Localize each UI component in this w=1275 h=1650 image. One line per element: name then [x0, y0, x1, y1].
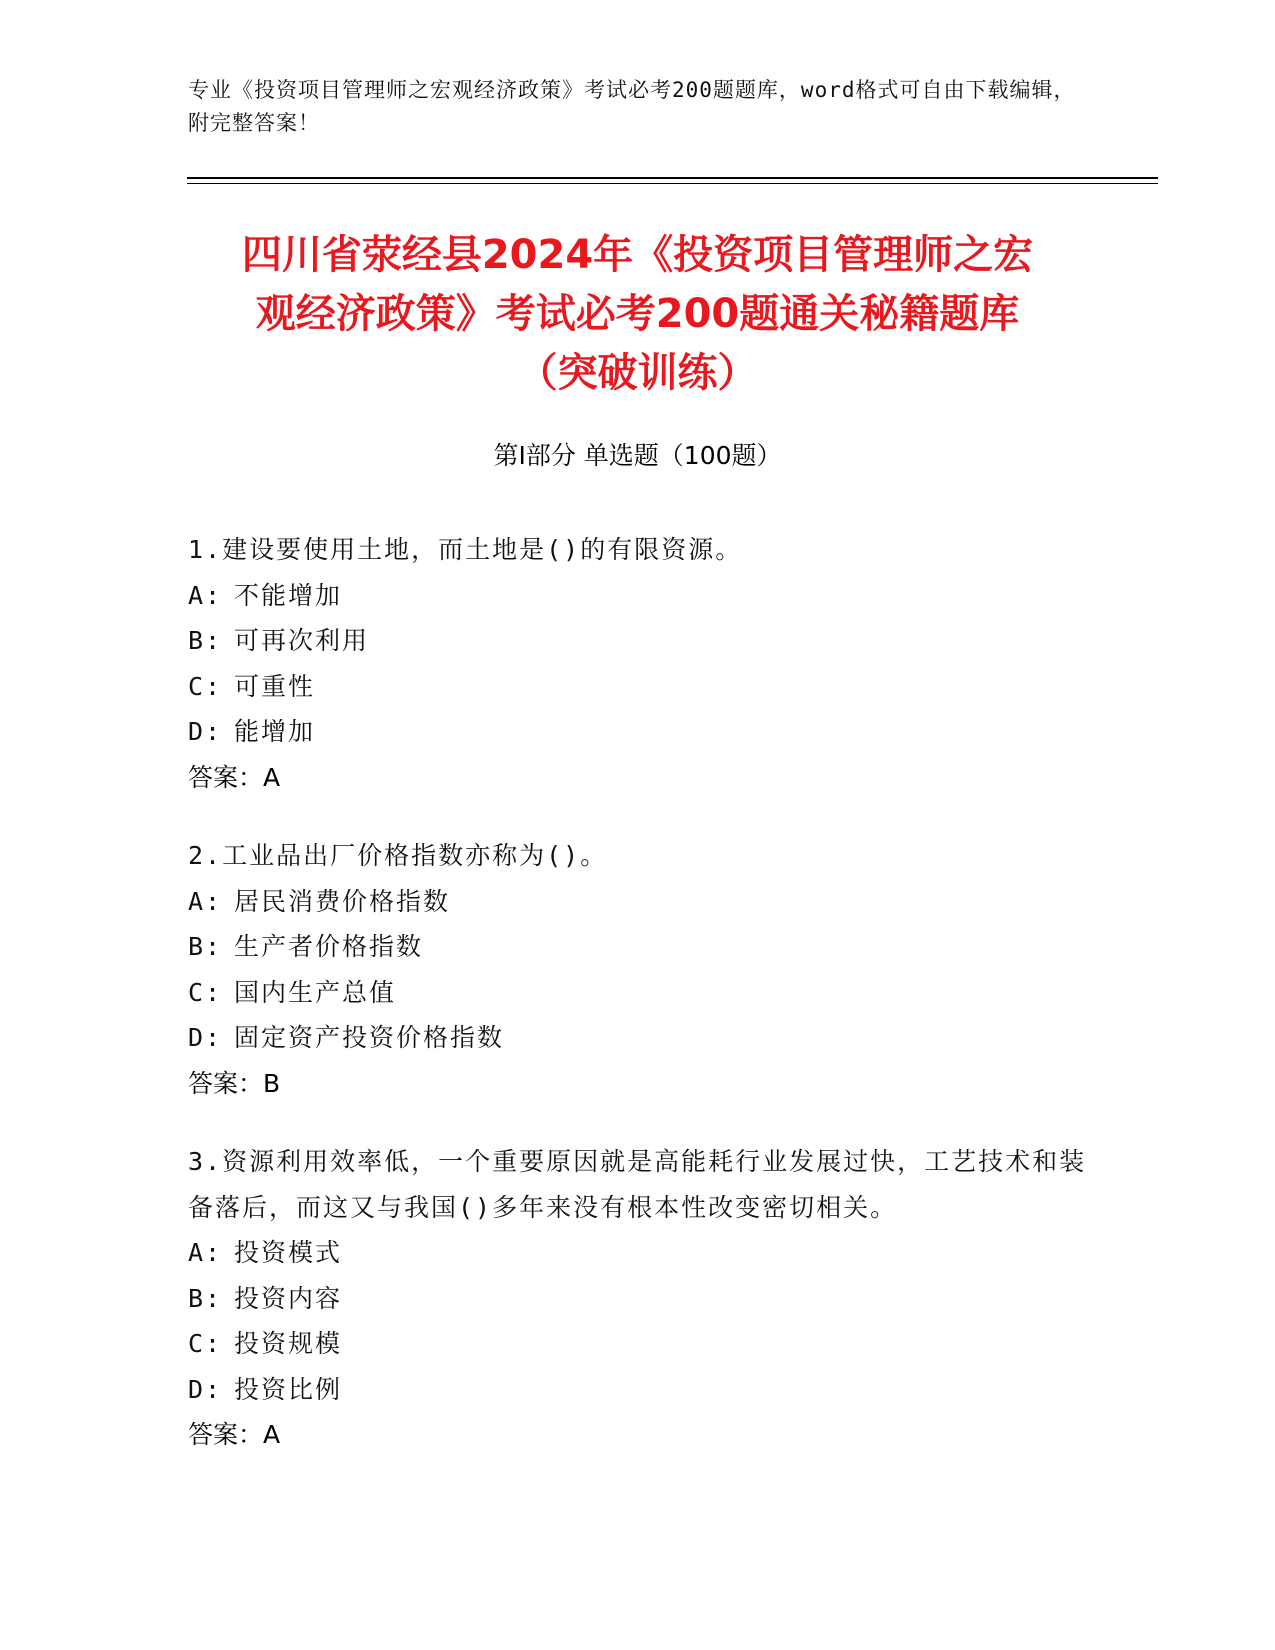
- option-text: 能增加: [234, 717, 316, 746]
- document-title: [170, 226, 1105, 403]
- option-text: 投资模式: [234, 1238, 343, 1267]
- option-text: 可再次利用: [234, 626, 370, 655]
- option-key: B:: [188, 626, 223, 655]
- option-key: D:: [188, 1374, 223, 1404]
- option-text: 固定资产投资价格指数: [234, 1023, 505, 1052]
- option-d: [188, 1367, 1088, 1413]
- option-text: 国内生产总值: [234, 977, 397, 1007]
- option-c: [188, 664, 1088, 710]
- option-a: [188, 573, 1088, 619]
- option-c: [188, 970, 1088, 1016]
- header-rule-thick: [187, 177, 1158, 179]
- option-key: A:: [188, 580, 223, 610]
- option-key: D:: [188, 1023, 223, 1052]
- option-a: [188, 879, 1088, 925]
- option-key: C:: [188, 977, 223, 1007]
- option-key: A:: [188, 1238, 223, 1267]
- option-key: C:: [188, 1329, 223, 1358]
- section-heading: 第Ⅰ部分 单选题（100题）: [493, 441, 782, 470]
- question-1: [188, 527, 1088, 800]
- option-key: A:: [188, 886, 223, 916]
- option-b: [188, 618, 1088, 664]
- option-text: 居民消费价格指数: [234, 886, 451, 916]
- header-note: 专业《投资项目管理师之宏观经济政策》考试必考200题题库，word格式可自由下载编辑，附完整答案！: [188, 78, 1076, 135]
- title-line-3: （突破训练）: [517, 350, 758, 396]
- option-d: [188, 1015, 1088, 1061]
- question-2: [188, 833, 1088, 1106]
- option-text: 投资内容: [234, 1283, 343, 1313]
- answer: 答案：A: [188, 1420, 281, 1449]
- option-a: [188, 1230, 1088, 1276]
- option-b: [188, 924, 1088, 970]
- option-key: D:: [188, 717, 223, 746]
- title-line-2: 观经济政策》考试必考200题通关秘籍题库: [255, 291, 1020, 337]
- header-rule-thin: [187, 183, 1158, 184]
- option-key: B:: [188, 932, 223, 961]
- question-stem: 1.建设要使用土地，而土地是()的有限资源。: [188, 535, 743, 564]
- answer: 答案：A: [188, 762, 281, 792]
- answer: 答案：B: [188, 1068, 281, 1098]
- option-text: 生产者价格指数: [234, 932, 424, 961]
- option-b: [188, 1276, 1088, 1322]
- question-3: [188, 1139, 1088, 1458]
- title-line-1: 四川省荥经县2024年《投资项目管理师之宏: [241, 232, 1034, 278]
- option-text: 投资比例: [234, 1374, 343, 1404]
- option-text: 可重性: [234, 671, 316, 701]
- question-stem: 2.工业品出厂价格指数亦称为()。: [188, 841, 608, 870]
- option-key: B:: [188, 1283, 223, 1313]
- option-text: 投资规模: [234, 1329, 343, 1358]
- question-stem: 3.资源利用效率低，一个重要原因就是高能耗行业发展过快，工艺技术和装备落后，而这又与我国()多年来没有根本性改变密切相关。: [188, 1147, 1087, 1222]
- question-list: [188, 527, 1088, 1491]
- option-d: [188, 709, 1088, 755]
- option-text: 不能增加: [234, 580, 343, 610]
- option-key: C:: [188, 671, 223, 701]
- option-c: [188, 1321, 1088, 1367]
